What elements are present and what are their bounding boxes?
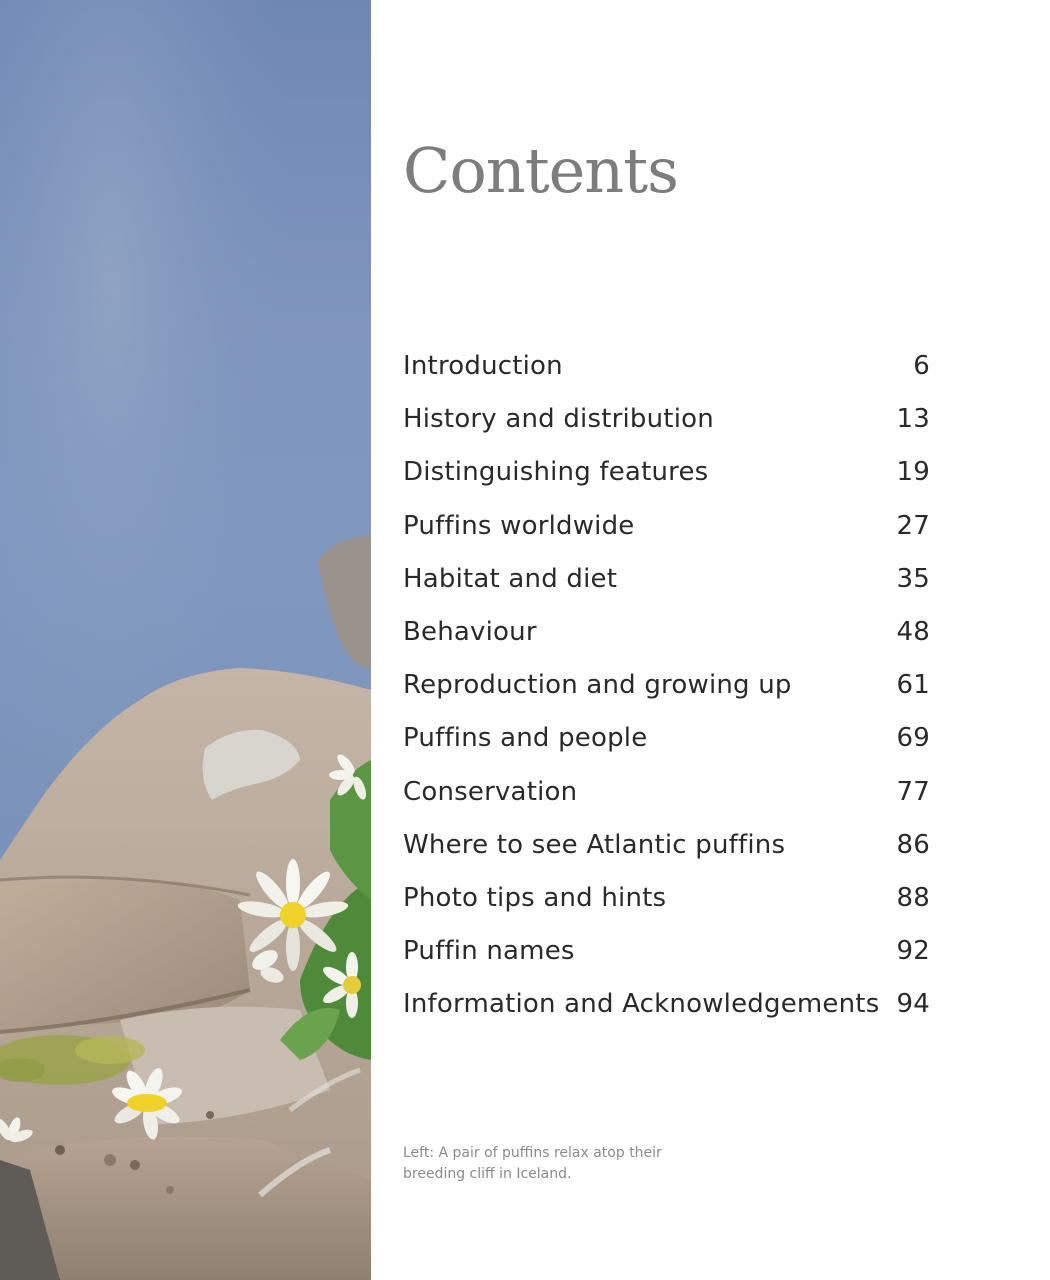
toc-entry-page: 77: [896, 776, 930, 807]
toc-entry-title: Habitat and diet: [403, 563, 618, 594]
table-of-contents: [403, 340, 930, 1031]
toc-entry-where-to-see-atlantic-puffins[interactable]: [403, 819, 930, 872]
toc-entry-title: Where to see Atlantic puffins: [403, 829, 786, 860]
toc-entry-title: History and distribution: [403, 404, 714, 435]
toc-entry-title: Distinguishing features: [403, 457, 709, 488]
toc-entry-title: Photo tips and hints: [403, 882, 667, 913]
toc-entry-habitat-and-diet[interactable]: [403, 553, 930, 606]
toc-entry-title: Introduction: [403, 351, 563, 381]
toc-entry-page: 35: [896, 563, 930, 594]
cliff-photo-illustration: [0, 0, 371, 1280]
toc-entry-page: 86: [896, 829, 930, 860]
toc-entry-page: 27: [896, 510, 930, 541]
toc-entry-page: 92: [896, 936, 930, 967]
toc-entry-introduction[interactable]: [403, 340, 930, 393]
toc-entry-title: Puffin names: [403, 936, 575, 967]
toc-entry-history-and-distribution[interactable]: [403, 393, 930, 446]
toc-entry-page: 6: [913, 351, 930, 381]
toc-entry-distinguishing-features[interactable]: [403, 446, 930, 499]
page-title: Contents: [403, 134, 678, 207]
toc-entry-page: 61: [896, 670, 930, 701]
photo-caption: Left: A pair of puffins relax atop their breeding cliff in Iceland.: [403, 1145, 662, 1182]
toc-entry-page: 88: [896, 882, 930, 913]
toc-entry-page: 94: [896, 989, 930, 1020]
toc-entry-conservation[interactable]: [403, 766, 930, 819]
toc-entry-title: Information and Acknowledgements: [403, 989, 880, 1020]
toc-entry-reproduction-and-growing-up[interactable]: [403, 659, 930, 712]
cliff-photo: [0, 0, 371, 1280]
toc-entry-photo-tips-and-hints[interactable]: [403, 872, 930, 925]
toc-entry-page: 69: [896, 723, 930, 754]
toc-entry-page: 13: [896, 404, 930, 435]
toc-entry-information-and-acknowledgements[interactable]: [403, 978, 930, 1031]
toc-entry-title: Conservation: [403, 776, 578, 807]
toc-entry-title: Puffins and people: [403, 723, 648, 754]
toc-entry-title: Reproduction and growing up: [403, 670, 792, 701]
toc-entry-title: Puffins worldwide: [403, 510, 635, 541]
toc-entry-puffins-and-people[interactable]: [403, 712, 930, 765]
toc-entry-behaviour[interactable]: [403, 606, 930, 659]
toc-entry-puffins-worldwide[interactable]: [403, 500, 930, 553]
toc-entry-page: 48: [896, 616, 930, 647]
toc-entry-title: Behaviour: [403, 616, 537, 647]
toc-entry-page: 19: [896, 457, 930, 488]
toc-entry-puffin-names[interactable]: [403, 925, 930, 978]
